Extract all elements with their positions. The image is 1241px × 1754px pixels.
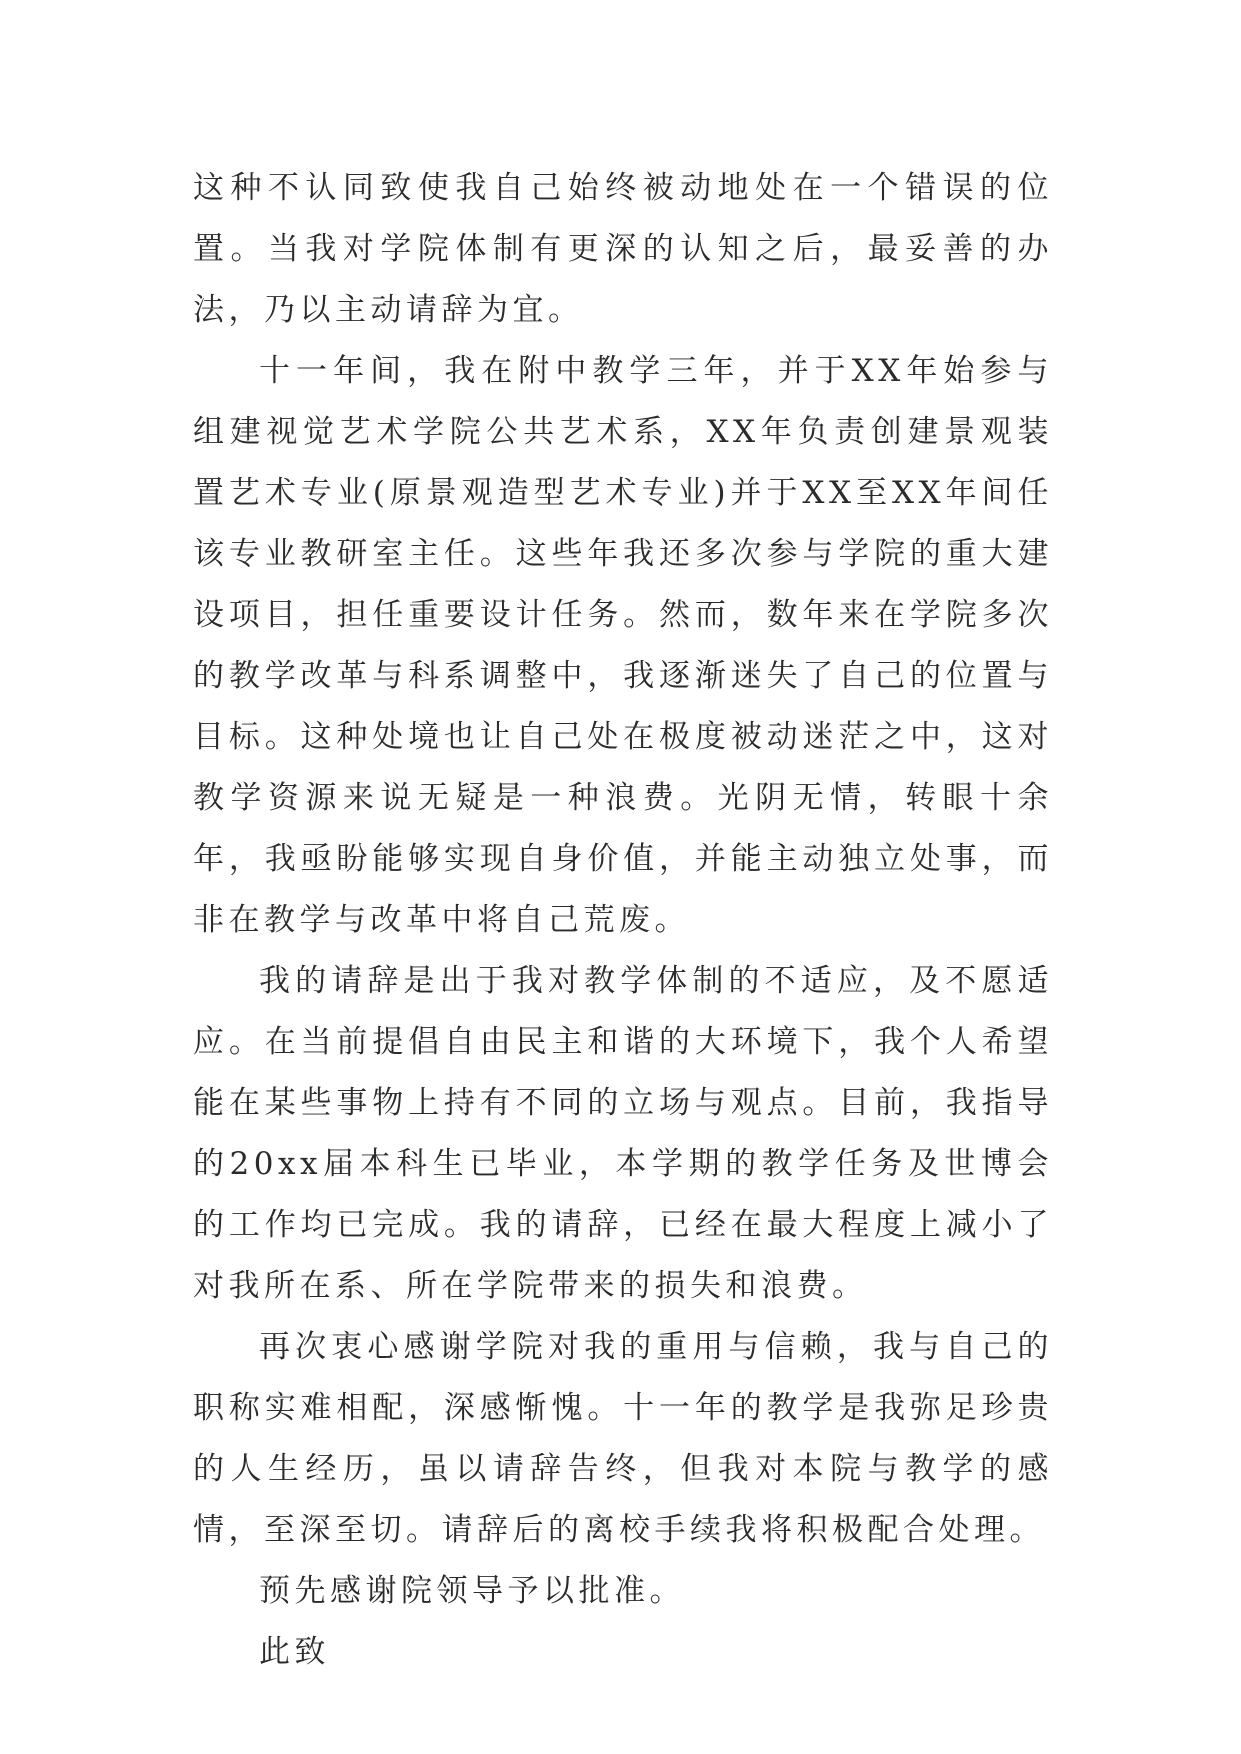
paragraph-1: 这种不认同致使我自己始终被动地处在一个错误的位置。当我对学院体制有更深的认知之后，最妥善的办法，乃以主动请辞为宜。 bbox=[193, 170, 1053, 328]
letter-body bbox=[193, 158, 1053, 1683]
closing-thanks: 预先感谢院领导予以批准。 bbox=[259, 1573, 685, 1609]
salutation-closing: 此致 bbox=[259, 1634, 330, 1670]
paragraph-2: 十一年间，我在附中教学三年，并于XX年始参与组建视觉艺术学院公共艺术系，XX年负责创建景观装置艺术专业(原景观造型艺术专业)并于XX至XX年间任该专业教研室主任。这些年我还多次参与学院的重大建设项目，担任重要设计任务。然而，数年来在学院多次的教学改革与科系调整中，我逐渐迷失了自己的位置与目标。这种处境也让自己处在极度被动迷茫之中，这对教学资源来说无疑是一种浪费。光阴无情，转眼十余年，我亟盼能够实现自身价值，并能主动独立处事，而非在教学与改革中将自己荒废。 bbox=[193, 353, 1053, 938]
paragraph-3: 我的请辞是出于我对教学体制的不适应，及不愿适应。在当前提倡自由民主和谐的大环境下，我个人希望能在某些事物上持有不同的立场与观点。目前，我指导的20xx届本科生已毕业，本学期的教学任务及世博会的工作均已完成。我的请辞，已经在最大程度上减小了对我所在系、所在学院带来的损失和浪费。 bbox=[193, 963, 1053, 1304]
paragraph-4: 再次衷心感谢学院对我的重用与信赖，我与自己的职称实难相配，深感惭愧。十一年的教学是我弥足珍贵的人生经历，虽以请辞告终，但我对本院与教学的感情，至深至切。请辞后的离校手续我将积极配合处理。 bbox=[193, 1329, 1053, 1548]
